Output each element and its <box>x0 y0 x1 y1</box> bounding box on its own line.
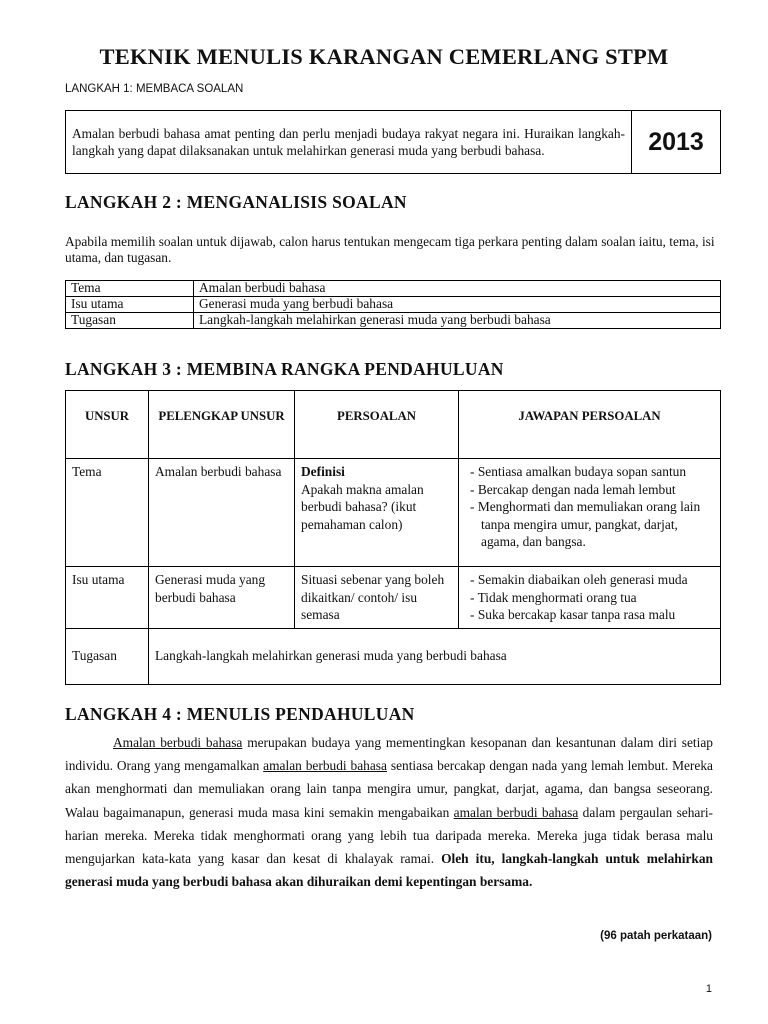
header-pelengkap: PELENGKAP UNSUR <box>149 391 295 459</box>
segment: amalan berbudi bahasa <box>453 804 579 820</box>
table-row <box>66 281 721 297</box>
segment: Oleh itu, langkah-langkah untuk melahirkan generasi muda yang berbudi bahasa akan dihuraikan demi kepentingan bersama. <box>65 851 713 890</box>
cell-persoalan: Situasi sebenar yang boleh dikaitkan/ contoh/ isu semasa <box>295 567 459 629</box>
header-persoalan: PERSOALAN <box>295 391 459 459</box>
jawapan-list <box>465 571 714 624</box>
step2-intro: Apabila memilih soalan untuk dijawab, calon harus tentukan mengecam tiga perkara penting dalam soalan iaitu, tema, isi utama, dan tugasan. <box>65 234 715 265</box>
table-header-row <box>66 391 721 459</box>
row-label: Tema <box>66 281 194 297</box>
step4-heading: LANGKAH 4 : MENULIS PENDAHULUAN <box>65 704 415 724</box>
segment: sentiasa bercakap dengan nada yang lemah lembut. Mereka akan menghormati dan memuliakan orang lain tanpa mengira umur, pangkat, darjat, agama, dan bangsa seseorang. Walau bagaimanapun, generasi muda masa kini semakin mengabaikan <box>65 758 713 820</box>
cell-pelengkap: Amalan berbudi bahasa <box>149 459 295 567</box>
cell-jawapan <box>459 459 721 567</box>
table-row <box>66 567 721 629</box>
word-count: (96 patah perkataan) <box>600 930 712 942</box>
segment: amalan berbudi bahasa <box>263 758 387 774</box>
header-unsur: UNSUR <box>66 391 149 459</box>
analysis-table <box>65 280 721 329</box>
list-item: - Tidak menghormati orang tua <box>465 589 714 607</box>
cell-unsur: Isu utama <box>66 567 149 629</box>
segment: dalam pergaulan sehari-harian mereka. Mereka tidak menghormati orang yang lebih tua daripada mereka. Mereka juga tidak berasa malu mengujarkan kata-kata yang kasar dan kesat di khalayak ramai. <box>65 804 713 867</box>
step3-heading: LANGKAH 3 : MEMBINA RANGKA PENDAHULUAN <box>65 359 504 379</box>
question-year: 2013 <box>648 127 704 156</box>
table-row <box>66 313 721 329</box>
row-value: Langkah-langkah melahirkan generasi muda yang berbudi bahasa <box>194 313 721 329</box>
outline-table <box>65 390 721 685</box>
row-label: Isu utama <box>66 297 194 313</box>
cell-tugasan-detail: Langkah-langkah melahirkan generasi muda yang berbudi bahasa <box>149 628 721 684</box>
intro-paragraph <box>65 731 713 893</box>
row-label: Tugasan <box>66 313 194 329</box>
list-item: - Menghormati dan memuliakan orang lain tanpa mengira umur, pangkat, darjat, agama, dan bangsa. <box>465 498 714 551</box>
jawapan-list <box>465 463 714 551</box>
cell-pelengkap: Generasi muda yang berbudi bahasa <box>149 567 295 629</box>
cell-unsur: Tema <box>66 459 149 567</box>
row-value: Generasi muda yang berbudi bahasa <box>194 297 721 313</box>
table-row <box>66 628 721 684</box>
list-item: - Semakin diabaikan oleh generasi muda <box>465 571 714 589</box>
list-item: - Sentiasa amalkan budaya sopan santun <box>465 463 714 481</box>
paragraph-text <box>65 731 713 893</box>
header-jawapan: JAWAPAN PERSOALAN <box>459 391 721 459</box>
question-text: Amalan berbudi bahasa amat penting dan perlu menjadi budaya rakyat negara ini. Huraikan langkah-langkah yang dapat dilaksanakan untuk melahirkan generasi muda yang berbudi bahasa. <box>66 111 632 173</box>
cell-jawapan <box>459 567 721 629</box>
cell-persoalan <box>295 459 459 567</box>
list-item: - Bercakap dengan nada lemah lembut <box>465 481 714 499</box>
segment: Amalan berbudi bahasa <box>113 735 243 750</box>
table-row <box>66 459 721 567</box>
table-row <box>66 297 721 313</box>
step1-label: LANGKAH 1: MEMBACA SOALAN <box>65 83 244 95</box>
page-title: TEKNIK MENULIS KARANGAN CEMERLANG STPM <box>99 44 669 69</box>
step2-heading: LANGKAH 2 : MENGANALISIS SOALAN <box>65 192 407 212</box>
list-item: - Suka bercakap kasar tanpa rasa malu <box>465 606 714 624</box>
persoalan-text: Apakah makna amalan berbudi bahasa? (ikut pemahaman calon) <box>301 481 424 532</box>
cell-unsur: Tugasan <box>66 628 149 684</box>
row-value: Amalan berbudi bahasa <box>194 281 721 297</box>
question-box <box>65 110 721 174</box>
page-number: 1 <box>705 983 712 995</box>
persoalan-title: Definisi <box>301 464 345 479</box>
segment: merupakan budaya yang mementingkan kesopanan dan kesantunan dalam diri setiap individu. Orang yang mengamalkan <box>65 735 713 774</box>
